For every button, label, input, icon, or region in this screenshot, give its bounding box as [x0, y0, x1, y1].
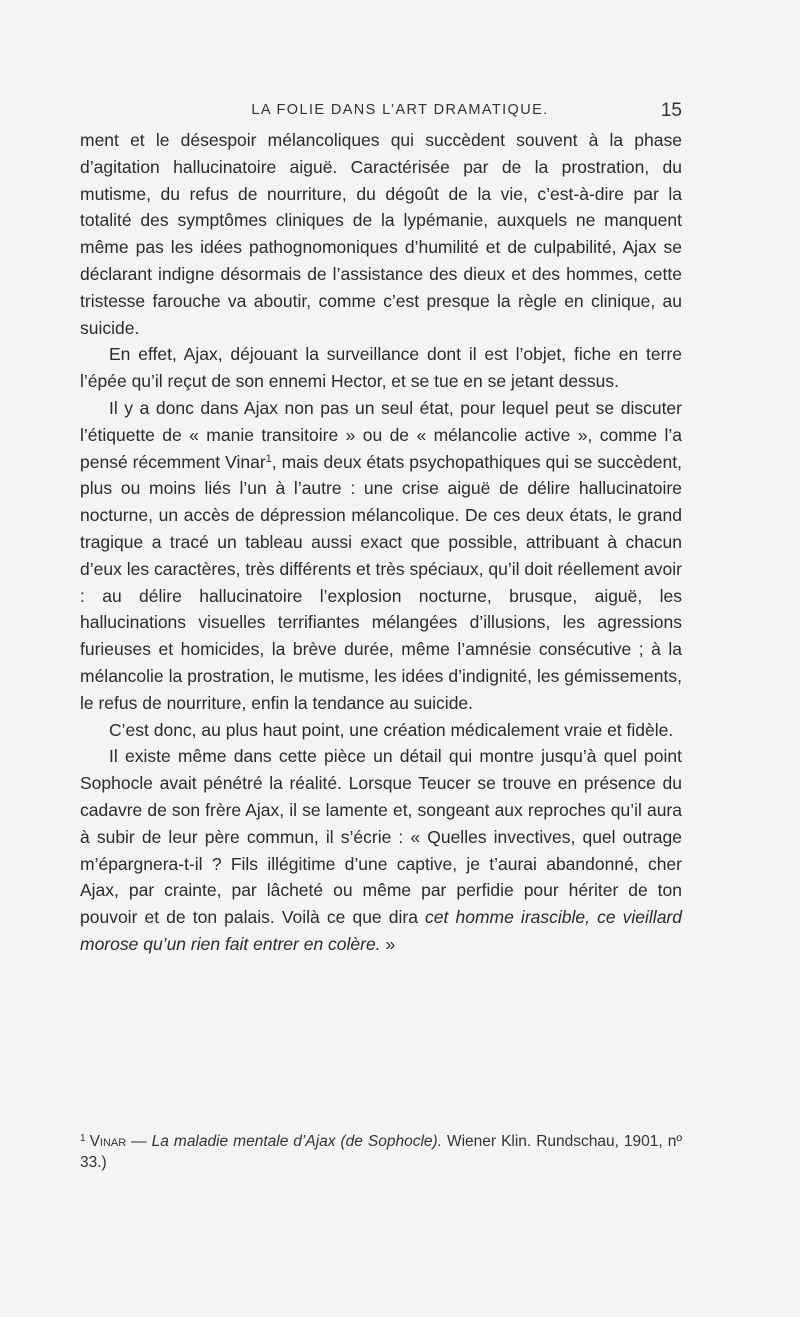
- running-title: LA FOLIE DANS L’ART DRAMATIQUE.: [251, 102, 549, 118]
- quotation-italic: cet homme irascible, ce vieillard morose qu’un rien fait entrer en colère.: [80, 907, 682, 954]
- footnote-mark: 1: [80, 1133, 86, 1144]
- page-header: [0, 100, 800, 124]
- footnote-reference: 1: [265, 452, 272, 465]
- footnote-author: Vinar: [89, 1133, 127, 1150]
- page-number: 15: [660, 100, 682, 121]
- paragraph-1: ment et le désespoir mélancoliques qui succèdent souvent à la phase d’agitation hallucinatoire aiguë. Caractérisée par de la prostration, du mutisme, du refus de nourriture, du dégoût de la vie, c’est-à-dire par la totalité des symptômes cliniques de la lypémanie, auxquels ne manquent même pas les idées pathognomoniques d’humilité et de culpabilité, Ajax se déclarant indigne désormais de l’assistance des dieux et des hommes, cette tristesse farouche va aboutir, comme c’est presque la règle en clinique, au suicide.: [80, 130, 682, 338]
- footnote-source: Wiener Klin. Rundschau, 1901, nº 33.): [80, 1133, 682, 1171]
- paragraph-3-text-a: Il y a donc dans Ajax non pas un seul état, pour lequel peut se discuter l’étiquette de « manie transitoire » ou de « mélancolie active », comme l’a pensé récemment Vinar: [80, 397, 682, 472]
- footnote-dash: —: [126, 1133, 152, 1150]
- paragraph-5-text-b: »: [380, 933, 396, 954]
- paragraph-5: [80, 743, 682, 957]
- paragraph-3-text-b: , mais deux états psychopathiques qui se succèdent, plus ou moins liés l’un à l’autre : une crise aiguë de délire hallucinatoire nocturne, un accès de dépression mélancolique. De ces deux états, le grand tragique a tracé un tableau aussi exact que possible, attribuant à chacun d’eux les caractères, très différents et très spéciaux, qu’il doit réellement avoir : au délire hallucinatoire l’explosion nocturne, brusque, aiguë, les hallucinations visuelles terrifiantes mélangées d’illusions, les agressions furieuses et homicides, la brève durée, même l’amnésie consécutive ; à la mélancolie la prostration, le mutisme, les idées d’indignité, les gémissements, le refus de nourriture, enfin la tendance au suicide.: [80, 451, 682, 713]
- paragraph-4: C’est donc, au plus haut point, une création médicalement vraie et fidèle.: [109, 719, 674, 740]
- footnote-title: La maladie mentale d’Ajax (de Sophocle).: [151, 1133, 442, 1150]
- paragraph-5-text-a: Il existe même dans cette pièce un détail qui montre jusqu’à quel point Sophocle avait pénétré la réalité. Lorsque Teucer se trouve en présence du cadavre de son frère Ajax, il se lamente et, songeant aux reproches qu’il aura à subir de leur père commun, il s’écrie : « Quelles invectives, quel outrage m’épargnera-t-il ? Fils illégitime d’une captive, je t’aurai abandonné, cher Ajax, par crainte, par lâcheté ou même par perfidie pour hériter de ton pouvoir et de ton palais. Voilà ce que dira: [80, 746, 682, 928]
- footnote: [80, 1131, 682, 1173]
- body-text: [80, 127, 682, 958]
- paragraph-2: En effet, Ajax, déjouant la surveillance dont il est l’objet, fiche en terre l’épée qu’il reçut de son ennemi Hector, et se tue en se jetant dessus.: [80, 344, 682, 392]
- paragraph-3: [80, 395, 682, 717]
